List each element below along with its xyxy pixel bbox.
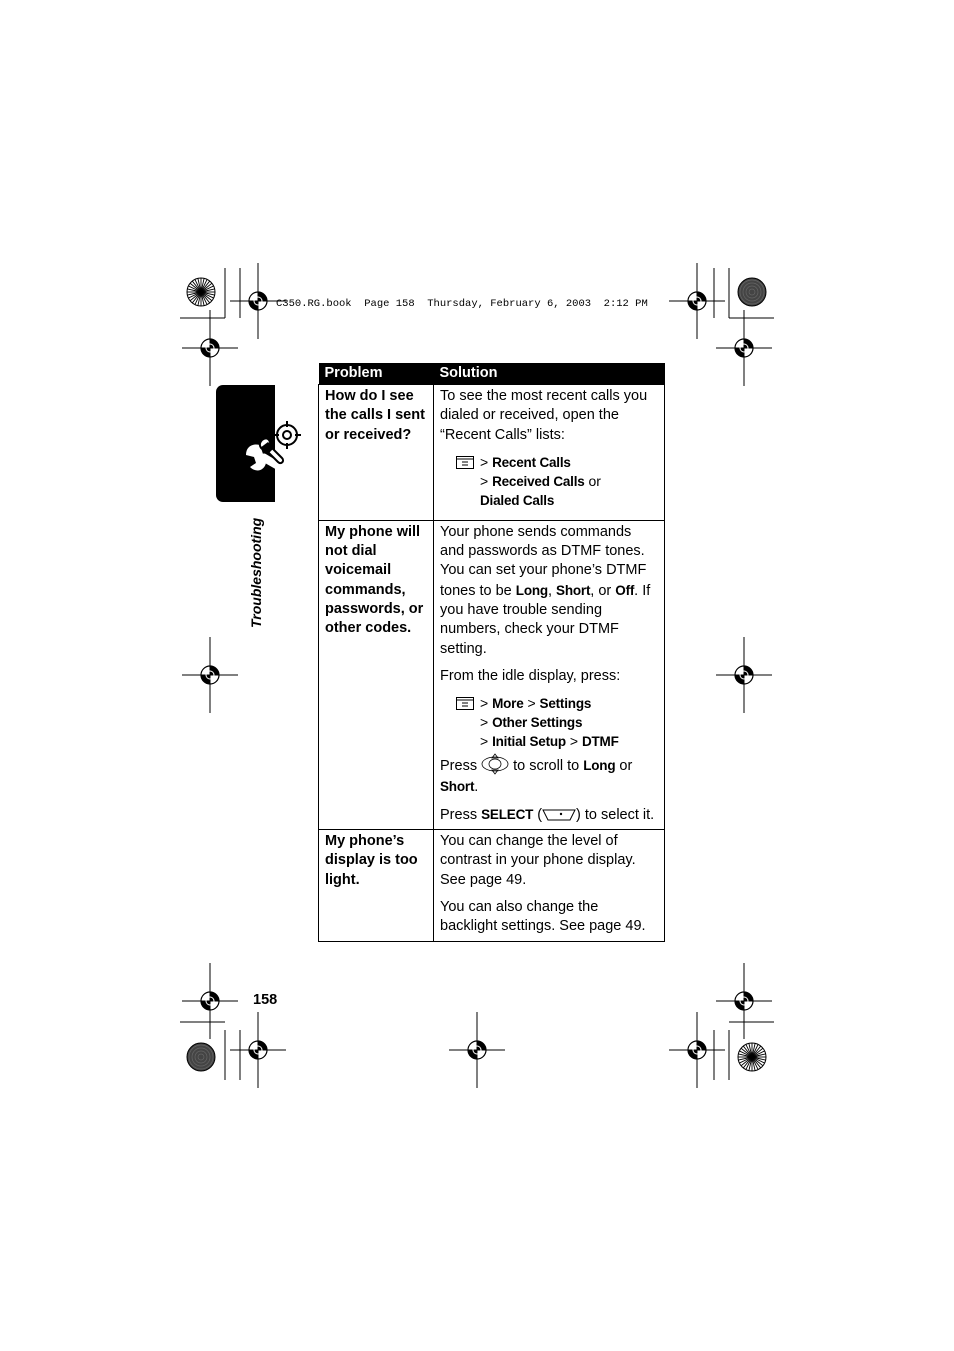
menu-item-more: More	[492, 696, 524, 712]
solution-text: You can also change the backlight settings. See page 49.	[440, 899, 646, 935]
nav-key-icon	[481, 753, 509, 775]
solution-text: Press to scroll to Long or Short.	[440, 753, 658, 797]
right-soft-key-icon	[542, 808, 576, 822]
menu-path: > More > Settings > Other Settings > Initial Setup > DTMF	[456, 694, 658, 751]
menu-item-other-settings: Other Settings	[492, 715, 583, 731]
column-header-problem: Problem	[319, 363, 434, 385]
menu-item-initial-setup: Initial Setup	[492, 734, 566, 750]
problem-cell: My phone’s display is too light.	[319, 830, 434, 941]
select-key-label: SELECT	[481, 806, 534, 822]
menu-item-settings: Settings	[539, 696, 592, 712]
column-header-solution: Solution	[434, 363, 665, 385]
table-header-row	[319, 363, 665, 385]
solution-cell	[434, 520, 665, 829]
menu-item-received-calls: Received Calls	[492, 473, 585, 489]
table-row	[319, 830, 665, 941]
page-number: 158	[253, 992, 278, 1008]
solution-text: Your phone sends commands and passwords as DTMF tones. You can set your phone’s DTMF tones to be Long, Short, or Off. If you have trouble sending numbers, check your DTMF setting.	[440, 523, 651, 657]
solution-cell	[434, 385, 665, 521]
solution-text: To see the most recent calls you dialed or received, open the “Recent Calls” lists:	[440, 388, 648, 443]
option-long: Long	[515, 582, 548, 598]
solution-text: From the idle display, press:	[440, 667, 621, 684]
menu-key-icon	[456, 697, 474, 710]
menu-item-recent-calls: Recent Calls	[492, 454, 571, 470]
menu-key-icon	[456, 456, 474, 469]
solution-text: You can change the level of contrast in your phone display. See page 49.	[440, 833, 636, 888]
troubleshooting-table	[318, 363, 665, 942]
problem-cell: My phone will not dial voicemail commands, passwords, or other codes.	[319, 520, 434, 829]
option-off: Off	[615, 582, 635, 598]
menu-path: > Recent Calls > Received Calls or Dialed Calls	[456, 453, 658, 510]
option-short: Short	[556, 582, 591, 598]
table-row	[319, 520, 665, 829]
menu-item-dtmf: DTMF	[581, 734, 619, 750]
problem-cell: How do I see the calls I sent or received?	[319, 385, 434, 521]
menu-item-dialed-calls: Dialed Calls	[480, 492, 555, 508]
table-row	[319, 385, 665, 521]
section-label: Troubleshooting	[248, 517, 264, 628]
gear-target-icon	[256, 418, 306, 468]
print-slug: C350.RG.book Page 158 Thursday, February 6, 2003 2:12 PM	[276, 298, 648, 310]
solution-cell	[434, 830, 665, 941]
solution-text: Press SELECT ( ) to select it.	[440, 806, 655, 823]
